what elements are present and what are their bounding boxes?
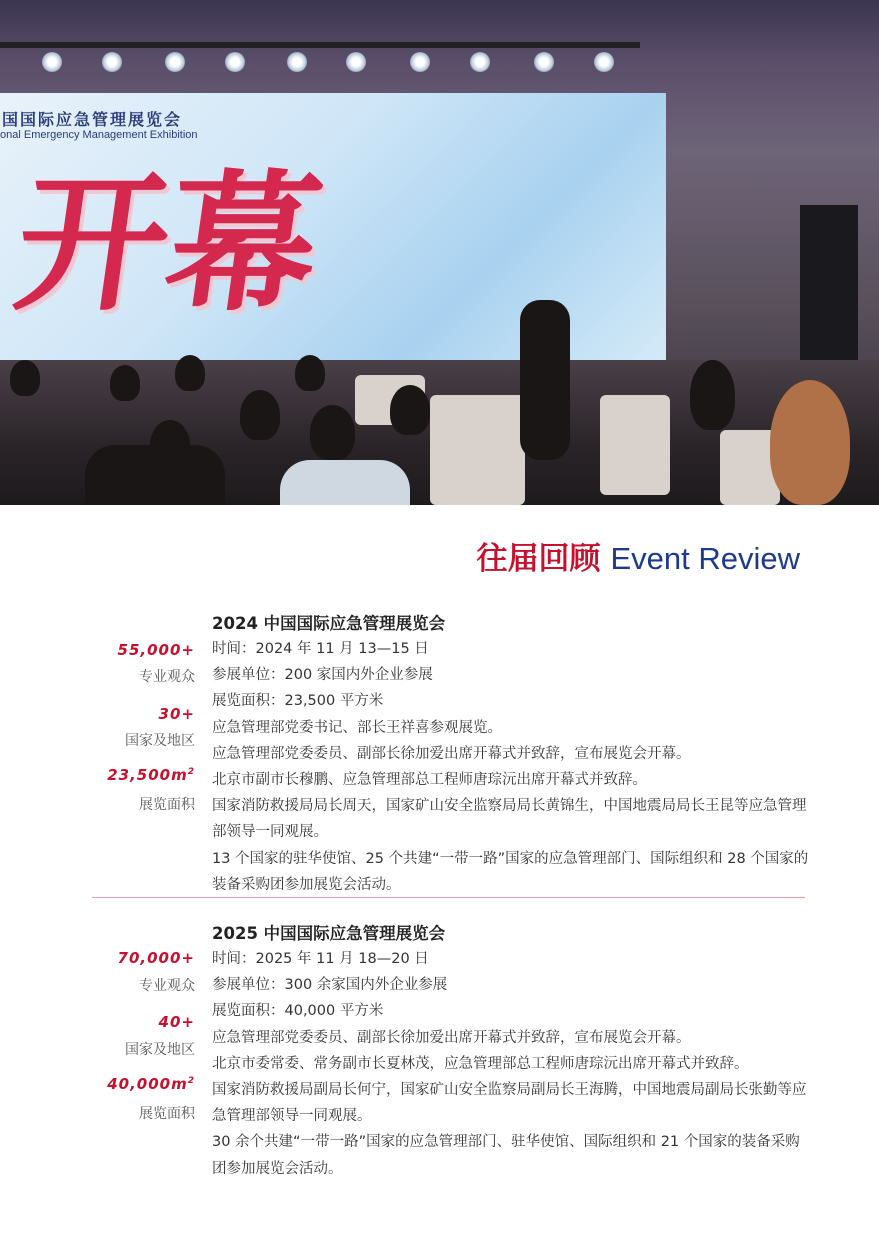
stat-area [107, 1075, 195, 1093]
detail-line: 应急管理部党委委员、副部长徐加爱出席开幕式并致辞，宣布展览会开幕。 [212, 1029, 691, 1046]
detail-line: 国家消防救援局局长周天，国家矿山安全监察局局长黄锦生，中国地震局局长王昆等应急管理部领导一同观展。 [212, 798, 807, 841]
stage-light [225, 52, 245, 72]
detail-line: 展览面积：23,500 平方米 [212, 693, 384, 710]
detail-line: 13 个国家的驻华使馆、25 个共建“一带一路”国家的应急管理部门、国际组织和 28 个国家的装备采购团参加展览会活动。 [212, 850, 809, 893]
stat-countries: 40+ [158, 1013, 195, 1031]
detail-line: 应急管理部党委委员、副部长徐加爱出席开幕式并致辞，宣布展览会开幕。 [212, 745, 691, 762]
stage-light [102, 52, 122, 72]
stat-visitors: 70,000+ [117, 949, 195, 967]
event-details [212, 946, 812, 1182]
detail-line: 应急管理部党委书记、部长王祥喜参观展览。 [212, 719, 502, 736]
event-heading: 2025 中国国际应急管理展览会 [212, 924, 446, 943]
event-opening-photo [0, 0, 879, 505]
screen-opening-text: 开幕 [5, 156, 331, 332]
detail-line: 展览面积：40,000 平方米 [212, 1003, 384, 1020]
stage-light [346, 52, 366, 72]
page-title-cn: 往届回顾 [476, 541, 601, 577]
page-title [476, 533, 800, 578]
stage-light [470, 52, 490, 72]
stage-light [42, 52, 62, 72]
stat-area-label: 展览面积 [139, 797, 195, 813]
stat-visitors-label: 专业观众 [139, 669, 195, 685]
stat-area-value: 23,500m [107, 766, 188, 784]
stat-area [107, 766, 195, 784]
detail-line: 国家消防救援局副局长何宁，国家矿山安全监察局副局长王海腾，中国地震局副局长张勤等应急管理部领导一同观展。 [212, 1082, 807, 1125]
detail-line: 时间：2025 年 11 月 18—20 日 [212, 951, 429, 967]
detail-line: 参展单位：300 余家国内外企业参展 [212, 977, 448, 994]
detail-line: 北京市委常委、常务副市长夏林茂，应急管理部总工程师唐琮沅出席开幕式并致辞。 [212, 1055, 749, 1072]
detail-line: 30 余个共建“一带一路”国家的应急管理部门、驻华使馆、国际组织和 21 个国家的装备采购团参加展览会活动。 [212, 1134, 800, 1177]
lighting-truss [0, 42, 640, 48]
screen-title-cn: 国国际应急管理展览会 [2, 110, 183, 129]
page-title-en: Event Review [610, 541, 800, 576]
stage-light [534, 52, 554, 72]
section-divider [92, 897, 805, 898]
stage-light [594, 52, 614, 72]
stage-light [287, 52, 307, 72]
stage-light [165, 52, 185, 72]
audience [0, 360, 879, 505]
speaker-stack [800, 205, 858, 375]
event-heading: 2024 中国国际应急管理展览会 [212, 614, 446, 633]
stat-area-value: 40,000m [107, 1075, 188, 1093]
detail-line: 参展单位：200 家国内外企业参展 [212, 667, 433, 684]
stat-area-sup: 2 [187, 767, 195, 777]
stat-visitors: 55,000+ [117, 641, 195, 659]
screen-title-en: onal Emergency Management Exhibition [0, 129, 198, 141]
stat-area-label: 展览面积 [139, 1106, 195, 1122]
event-details [212, 636, 812, 898]
detail-line: 北京市副市长穆鹏、应急管理部总工程师唐琮沅出席开幕式并致辞。 [212, 772, 647, 789]
stat-area-sup: 2 [187, 1076, 195, 1086]
stage-light [410, 52, 430, 72]
stat-countries-label: 国家及地区 [125, 733, 195, 749]
stat-countries-label: 国家及地区 [125, 1042, 195, 1058]
stat-countries: 30+ [158, 705, 195, 723]
detail-line: 时间：2024 年 11 月 13—15 日 [212, 641, 429, 657]
stat-visitors-label: 专业观众 [139, 978, 195, 994]
